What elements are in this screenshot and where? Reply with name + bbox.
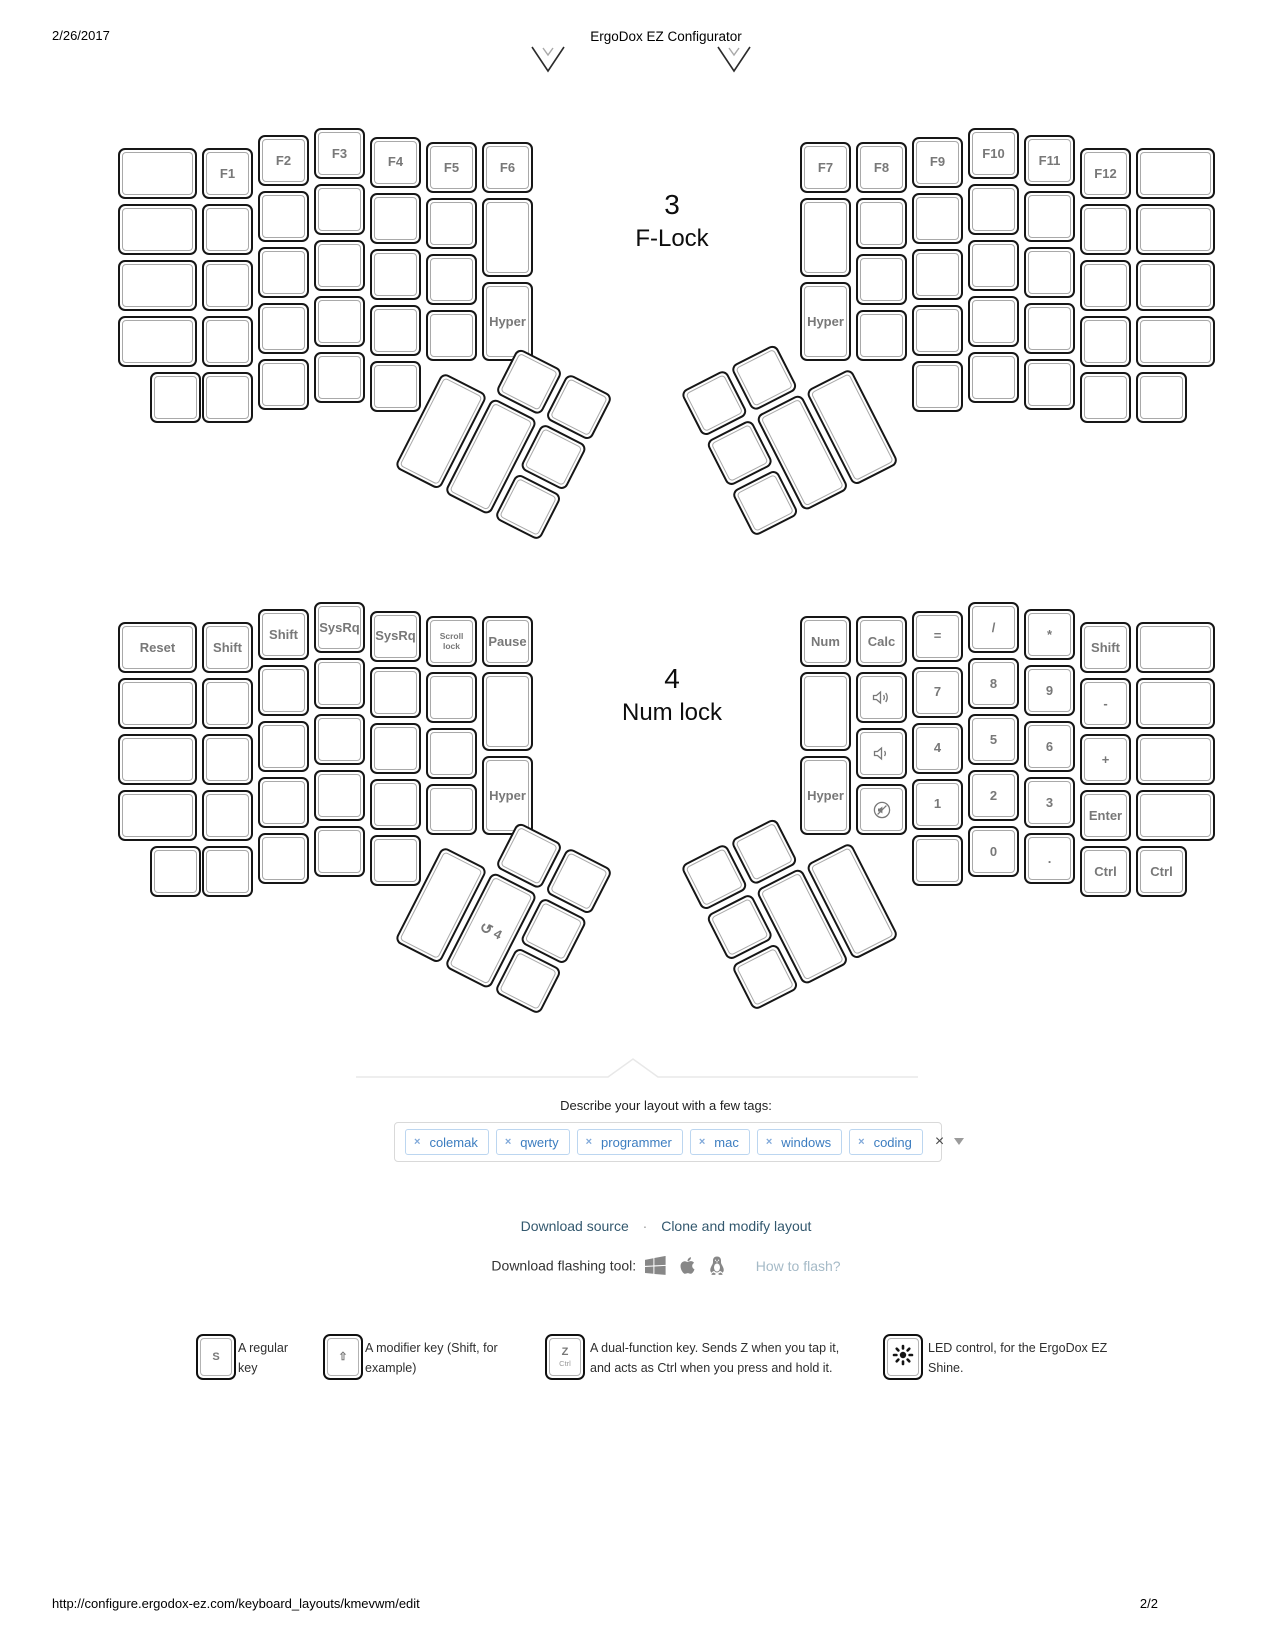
volume-down-icon	[873, 745, 890, 762]
remove-tag-icon[interactable]: ×	[765, 1136, 773, 1148]
key-blank[interactable]	[202, 260, 253, 311]
tag-pill[interactable]	[757, 1129, 842, 1155]
key-blank[interactable]	[1080, 372, 1131, 423]
key-f1[interactable]	[202, 148, 253, 199]
key-label: Pause	[488, 633, 527, 649]
key-blank[interactable]	[800, 672, 851, 751]
key-label: Enter	[1088, 807, 1123, 823]
key-blank[interactable]	[1024, 247, 1075, 298]
key-label: Hyper	[489, 313, 526, 329]
legend-led-text: LED control, for the ErgoDox EZ Shine.	[928, 1341, 1108, 1375]
key-blank[interactable]	[314, 352, 365, 403]
key-f10[interactable]	[968, 128, 1019, 179]
key-blank[interactable]	[202, 678, 253, 729]
key-f5[interactable]	[426, 142, 477, 193]
layer4-name: Num lock	[621, 699, 723, 726]
key-label: 3	[1045, 794, 1054, 810]
key-blank[interactable]	[314, 658, 365, 709]
key-blank[interactable]	[202, 204, 253, 255]
key-blank[interactable]	[968, 352, 1019, 403]
key-blank[interactable]	[426, 672, 477, 723]
key-blank[interactable]	[314, 184, 365, 235]
key-blank[interactable]	[258, 191, 309, 242]
key-8[interactable]	[968, 658, 1019, 709]
key-blank[interactable]	[202, 316, 253, 367]
key-label: F7	[817, 159, 834, 175]
key-7[interactable]	[912, 667, 963, 718]
key-shift[interactable]	[258, 609, 309, 660]
key-blank[interactable]	[912, 361, 963, 412]
tag-pill-list	[405, 1129, 923, 1155]
key-label: F2	[275, 152, 292, 168]
key-label: Shift	[1091, 639, 1120, 655]
key-label: 7	[933, 684, 942, 700]
key-label: SysRq	[319, 619, 360, 635]
legend-regular-key	[196, 1334, 236, 1380]
key-blank[interactable]	[426, 728, 477, 779]
chevron-down-icon[interactable]	[954, 1138, 964, 1150]
key-label: Hyper	[807, 787, 844, 803]
key-blank[interactable]	[258, 833, 309, 884]
key-blank[interactable]	[370, 835, 421, 886]
key-blank[interactable]	[118, 678, 197, 729]
key-blank[interactable]	[314, 770, 365, 821]
key-blank[interactable]	[150, 372, 201, 423]
apple-icon[interactable]	[680, 1256, 695, 1278]
clone-layout-link[interactable]: Clone and modify layout	[661, 1218, 812, 1234]
key-blank[interactable]	[856, 310, 907, 361]
key-blank[interactable]	[856, 198, 907, 249]
remove-tag-icon[interactable]: ×	[698, 1136, 706, 1148]
key-blank[interactable]	[370, 249, 421, 300]
scroll-chevron-icon[interactable]	[716, 46, 752, 79]
key-blank[interactable]	[314, 296, 365, 347]
volume-up-icon	[872, 689, 891, 706]
remove-tag-icon[interactable]: ×	[504, 1136, 512, 1148]
key-label: .	[1047, 850, 1052, 866]
key-blank[interactable]	[202, 372, 253, 423]
remove-tag-icon[interactable]: ×	[585, 1136, 593, 1148]
key-=[interactable]	[912, 611, 963, 662]
key-3[interactable]	[1024, 777, 1075, 828]
key-label: 9	[1045, 682, 1054, 698]
footer-page: 2/2	[1139, 1596, 1158, 1611]
scroll-chevron-icon[interactable]	[530, 46, 566, 79]
how-to-flash-link[interactable]: How to flash?	[755, 1257, 841, 1274]
key-volume-up[interactable]	[856, 672, 907, 723]
key-blank[interactable]	[426, 198, 477, 249]
layer3-name: F-Lock	[635, 225, 709, 252]
key-blank[interactable]	[258, 303, 309, 354]
key-*[interactable]	[1024, 609, 1075, 660]
key-label: Shift	[213, 639, 242, 655]
key-label: 1	[933, 796, 942, 812]
layer4-label	[572, 662, 772, 730]
key-f9[interactable]	[912, 137, 963, 188]
key-label: 4	[491, 925, 505, 942]
key-blank[interactable]	[370, 667, 421, 718]
key-volume-mute[interactable]	[856, 784, 907, 835]
key-blank[interactable]	[856, 254, 907, 305]
key-scroll-lock[interactable]	[426, 616, 477, 667]
key-+[interactable]	[1080, 734, 1131, 785]
key-blank[interactable]	[1136, 260, 1215, 311]
key-blank[interactable]	[370, 361, 421, 412]
tag-label: mac	[714, 1134, 739, 1150]
tag-pill[interactable]	[849, 1129, 923, 1155]
key-blank[interactable]	[1136, 790, 1215, 841]
key-blank[interactable]	[118, 734, 197, 785]
key-label: =	[933, 628, 942, 644]
key-sysrq[interactable]	[370, 611, 421, 662]
key-ctrl[interactable]	[1136, 846, 1187, 897]
tag-pill[interactable]	[496, 1129, 570, 1155]
key-label: 6	[1045, 738, 1054, 754]
key-blank[interactable]	[1024, 303, 1075, 354]
key-label: 4	[933, 740, 942, 756]
tags-input[interactable]	[394, 1122, 945, 1162]
legend-led-key	[883, 1334, 923, 1380]
windows-icon[interactable]	[645, 1256, 666, 1278]
clear-tags-icon[interactable]: ×	[934, 1133, 945, 1150]
key-label: +	[1101, 751, 1110, 767]
legend-key-label: Z	[561, 1346, 569, 1358]
layer-toggle-icon: ↺	[476, 918, 496, 940]
print-date: 2/26/2017	[52, 28, 110, 43]
key-blank[interactable]	[258, 247, 309, 298]
key-f2[interactable]	[258, 135, 309, 186]
key-f8[interactable]	[856, 142, 907, 193]
key-blank[interactable]	[314, 714, 365, 765]
legend-modifier-text: A modifier key (Shift, for example)	[365, 1341, 498, 1375]
key-shift[interactable]	[202, 622, 253, 673]
legend-dual-function-text: A dual-function key. Sends Z when you tap it, and acts as Ctrl when you press and hold it.	[590, 1341, 840, 1375]
key-blank[interactable]	[426, 254, 477, 305]
legend-dual-function-key	[545, 1334, 585, 1380]
key-blank[interactable]	[1136, 622, 1215, 673]
key-blank[interactable]	[118, 790, 197, 841]
key-5[interactable]	[968, 714, 1019, 765]
key-blank[interactable]	[150, 846, 201, 897]
key-f11[interactable]	[1024, 135, 1075, 186]
key-blank[interactable]	[1080, 260, 1131, 311]
key-blank[interactable]	[314, 240, 365, 291]
key-calc[interactable]	[856, 616, 907, 667]
key-blank[interactable]	[314, 826, 365, 877]
key-blank[interactable]	[1136, 372, 1187, 423]
key-blank[interactable]	[370, 723, 421, 774]
key-blank[interactable]	[1136, 204, 1215, 255]
key-blank[interactable]	[258, 665, 309, 716]
key-blank[interactable]	[912, 193, 963, 244]
key-blank[interactable]	[370, 305, 421, 356]
tag-pill[interactable]	[690, 1129, 750, 1155]
page-title: ErgoDox EZ Configurator	[590, 29, 742, 44]
key-enter[interactable]	[1080, 790, 1131, 841]
key-blank[interactable]	[1136, 734, 1215, 785]
key-label: F11	[1038, 152, 1061, 168]
key-f12[interactable]	[1080, 148, 1131, 199]
section-divider	[356, 1056, 918, 1085]
key-blank[interactable]	[202, 734, 253, 785]
legend-modifier-key	[323, 1334, 363, 1380]
key-label: 0	[989, 843, 998, 859]
key-blank[interactable]	[968, 240, 1019, 291]
key-label: Calc	[867, 633, 896, 649]
tag-pill[interactable]	[577, 1129, 683, 1155]
shift-arrow-icon: ⇧	[338, 1350, 348, 1363]
key-label: *	[1046, 626, 1053, 642]
key-f6[interactable]	[482, 142, 533, 193]
key-1[interactable]	[912, 779, 963, 830]
remove-tag-icon[interactable]: ×	[858, 1136, 865, 1148]
key-blank[interactable]	[1080, 316, 1131, 367]
key-label: F3	[331, 145, 348, 161]
key-f4[interactable]	[370, 137, 421, 188]
key-sysrq[interactable]	[314, 602, 365, 653]
key-9[interactable]	[1024, 665, 1075, 716]
key-label: 5	[989, 731, 998, 747]
key-label: F12	[1094, 165, 1117, 181]
key-/[interactable]	[968, 602, 1019, 653]
key-blank[interactable]	[258, 721, 309, 772]
key-blank[interactable]	[1024, 191, 1075, 242]
legend-key-label: S	[212, 1350, 220, 1363]
key-blank[interactable]	[258, 777, 309, 828]
download-source-link[interactable]: Download source	[520, 1218, 629, 1234]
key-pause[interactable]	[482, 616, 533, 667]
key-label: F9	[929, 154, 946, 170]
key--[interactable]	[1080, 678, 1131, 729]
key-blank[interactable]	[912, 305, 963, 356]
linux-icon[interactable]	[709, 1256, 725, 1278]
legend-key-sublabel: Ctrl	[559, 1359, 571, 1368]
key-volume-down[interactable]	[856, 728, 907, 779]
tag-label: programmer	[601, 1134, 672, 1150]
key-blank[interactable]	[482, 672, 533, 751]
key-blank[interactable]	[118, 204, 197, 255]
key-label: /	[991, 619, 996, 635]
key-blank[interactable]	[482, 198, 533, 277]
remove-tag-icon[interactable]: ×	[414, 1136, 421, 1148]
key-6[interactable]	[1024, 721, 1075, 772]
key-blank[interactable]	[258, 359, 309, 410]
key-label: F1	[219, 165, 236, 181]
key-label: F6	[499, 159, 516, 175]
link-separator: ·	[642, 1218, 648, 1234]
key-label: F5	[443, 159, 460, 175]
key-shift[interactable]	[1080, 622, 1131, 673]
key-blank[interactable]	[968, 184, 1019, 235]
key-blank[interactable]	[1136, 148, 1215, 199]
key-blank[interactable]	[202, 846, 253, 897]
key-blank[interactable]	[912, 249, 963, 300]
layer3-number: 3	[664, 189, 680, 220]
key-label: Shift	[269, 626, 298, 642]
key-blank[interactable]	[1024, 359, 1075, 410]
key-blank[interactable]	[118, 316, 197, 367]
key-blank[interactable]	[1080, 204, 1131, 255]
key-blank[interactable]	[202, 790, 253, 841]
key-label: F10	[982, 145, 1005, 161]
key-label: 8	[989, 675, 998, 691]
key-ctrl[interactable]	[1080, 846, 1131, 897]
key-label: F4	[387, 154, 404, 170]
layer4-number: 4	[664, 663, 680, 694]
key-blank[interactable]	[118, 148, 197, 199]
key-label: Ctrl	[1094, 863, 1117, 879]
tag-label: windows	[781, 1134, 832, 1150]
key-blank[interactable]	[370, 779, 421, 830]
volume-mute-icon	[873, 801, 891, 819]
key-blank[interactable]	[912, 835, 963, 886]
key-blank[interactable]	[1136, 678, 1215, 729]
key-label: Hyper	[489, 787, 526, 803]
tags-prompt: Describe your layout with a few tags:	[560, 1098, 772, 1113]
key-label: F8	[873, 159, 890, 175]
key-.[interactable]	[1024, 833, 1075, 884]
key-label: Hyper	[807, 313, 844, 329]
key-label: Reset	[139, 639, 176, 655]
key-label: Num	[811, 633, 840, 649]
led-icon	[892, 1344, 914, 1371]
key-blank[interactable]	[800, 198, 851, 277]
tag-label: coding	[873, 1134, 912, 1150]
tag-label: qwerty	[520, 1134, 559, 1150]
legend-regular-text: A regular key	[238, 1341, 289, 1375]
key-label: -	[1103, 695, 1108, 711]
key-label: Ctrl	[1150, 863, 1173, 879]
tag-pill[interactable]	[405, 1129, 489, 1155]
key-blank[interactable]	[370, 193, 421, 244]
key-blank[interactable]	[968, 296, 1019, 347]
key-f3[interactable]	[314, 128, 365, 179]
key-label: 2	[989, 787, 998, 803]
flash-tool-label: Download flashing tool:	[491, 1257, 637, 1274]
key-4[interactable]	[912, 723, 963, 774]
key-reset[interactable]	[118, 622, 197, 673]
key-label: SysRq	[375, 628, 416, 644]
key-0[interactable]	[968, 826, 1019, 877]
key-f7[interactable]	[800, 142, 851, 193]
footer-url: http://configure.ergodox-ez.com/keyboard_layouts/kmevwm/edit	[52, 1596, 420, 1611]
key-blank[interactable]	[1136, 316, 1215, 367]
key-2[interactable]	[968, 770, 1019, 821]
tag-label: colemak	[429, 1134, 478, 1150]
layer3-label	[572, 188, 772, 256]
key-blank[interactable]	[118, 260, 197, 311]
key-label: Scroll lock	[439, 631, 464, 651]
key-num[interactable]	[800, 616, 851, 667]
